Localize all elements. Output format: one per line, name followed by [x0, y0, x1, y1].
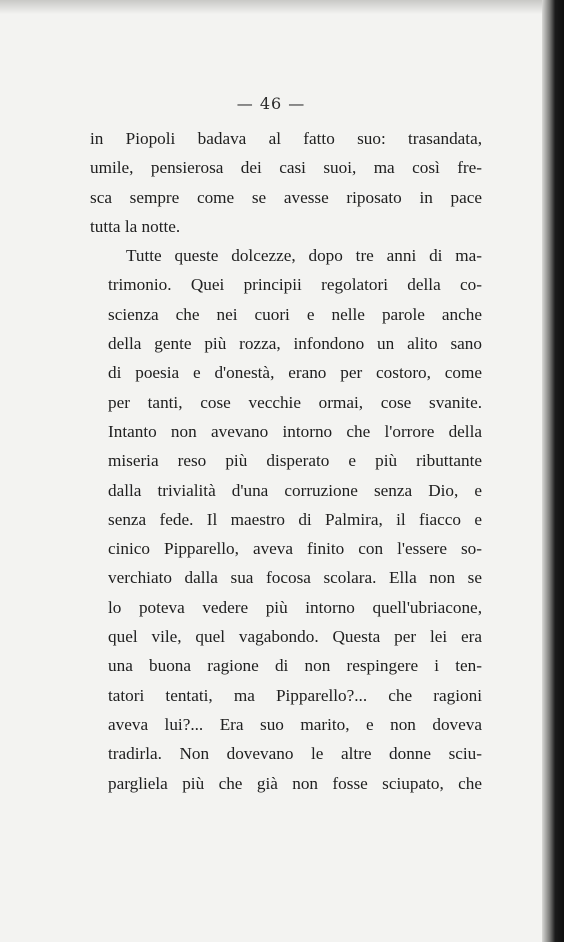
text-line: una buona ragione di non respingere i ten- — [108, 656, 482, 676]
text-line: di poesia e d'onestà, erano per costoro, come — [108, 363, 482, 383]
text-line: verchiato dalla sua focosa scolara. Ella non se — [108, 568, 482, 588]
paragraph-2 — [90, 241, 482, 798]
text-line: trimonio. Quei principii regolatori della co- — [108, 275, 482, 295]
page-top-shadow — [0, 0, 542, 14]
text-line: quel vile, quel vagabondo. Questa per lei era — [108, 627, 482, 647]
text-line: Tutte queste dolcezze, dopo tre anni di ma- — [126, 246, 482, 266]
text-line: per tanti, cose vecchie ormai, cose svanite. — [108, 392, 482, 412]
text-line: in Piopoli badava al fatto suo: trasandata, — [90, 129, 482, 148]
text-line: miseria reso più disperato e più ributtante — [108, 451, 482, 471]
paragraph-1 — [90, 124, 482, 241]
text-line: umile, pensierosa dei casi suoi, ma così fre- — [90, 158, 482, 178]
text-line: tradirla. Non dovevano le altre donne sciu- — [108, 744, 482, 764]
book-binding-edge — [542, 0, 564, 942]
text-line: tutta la notte. — [90, 216, 181, 236]
text-line: senza fede. Il maestro di Palmira, il fiacco e — [108, 509, 482, 529]
text-line: pargliela più che già non fosse sciupato, che — [108, 773, 482, 793]
text-line: aveva lui?... Era suo marito, e non doveva — [108, 714, 482, 734]
text-line: scienza che nei cuori e nelle parole anche — [108, 304, 482, 324]
text-line: cinico Pipparello, aveva finito con l'essere so- — [108, 539, 482, 559]
text-line: Intanto non avevano intorno che l'orrore della — [108, 421, 482, 441]
body-text — [90, 124, 482, 798]
text-line: lo poteva vedere più intorno quell'ubriacone, — [108, 597, 482, 617]
text-line: sca sempre come se avesse riposato in pace — [90, 187, 482, 207]
text-line: dalla trivialità d'una corruzione senza Dio, e — [108, 480, 482, 500]
text-line: tatori tentati, ma Pipparello?... che ragioni — [108, 685, 482, 705]
text-line: della gente più rozza, infondono un alito sano — [108, 334, 482, 354]
page-number: — 46 — — [236, 94, 306, 113]
